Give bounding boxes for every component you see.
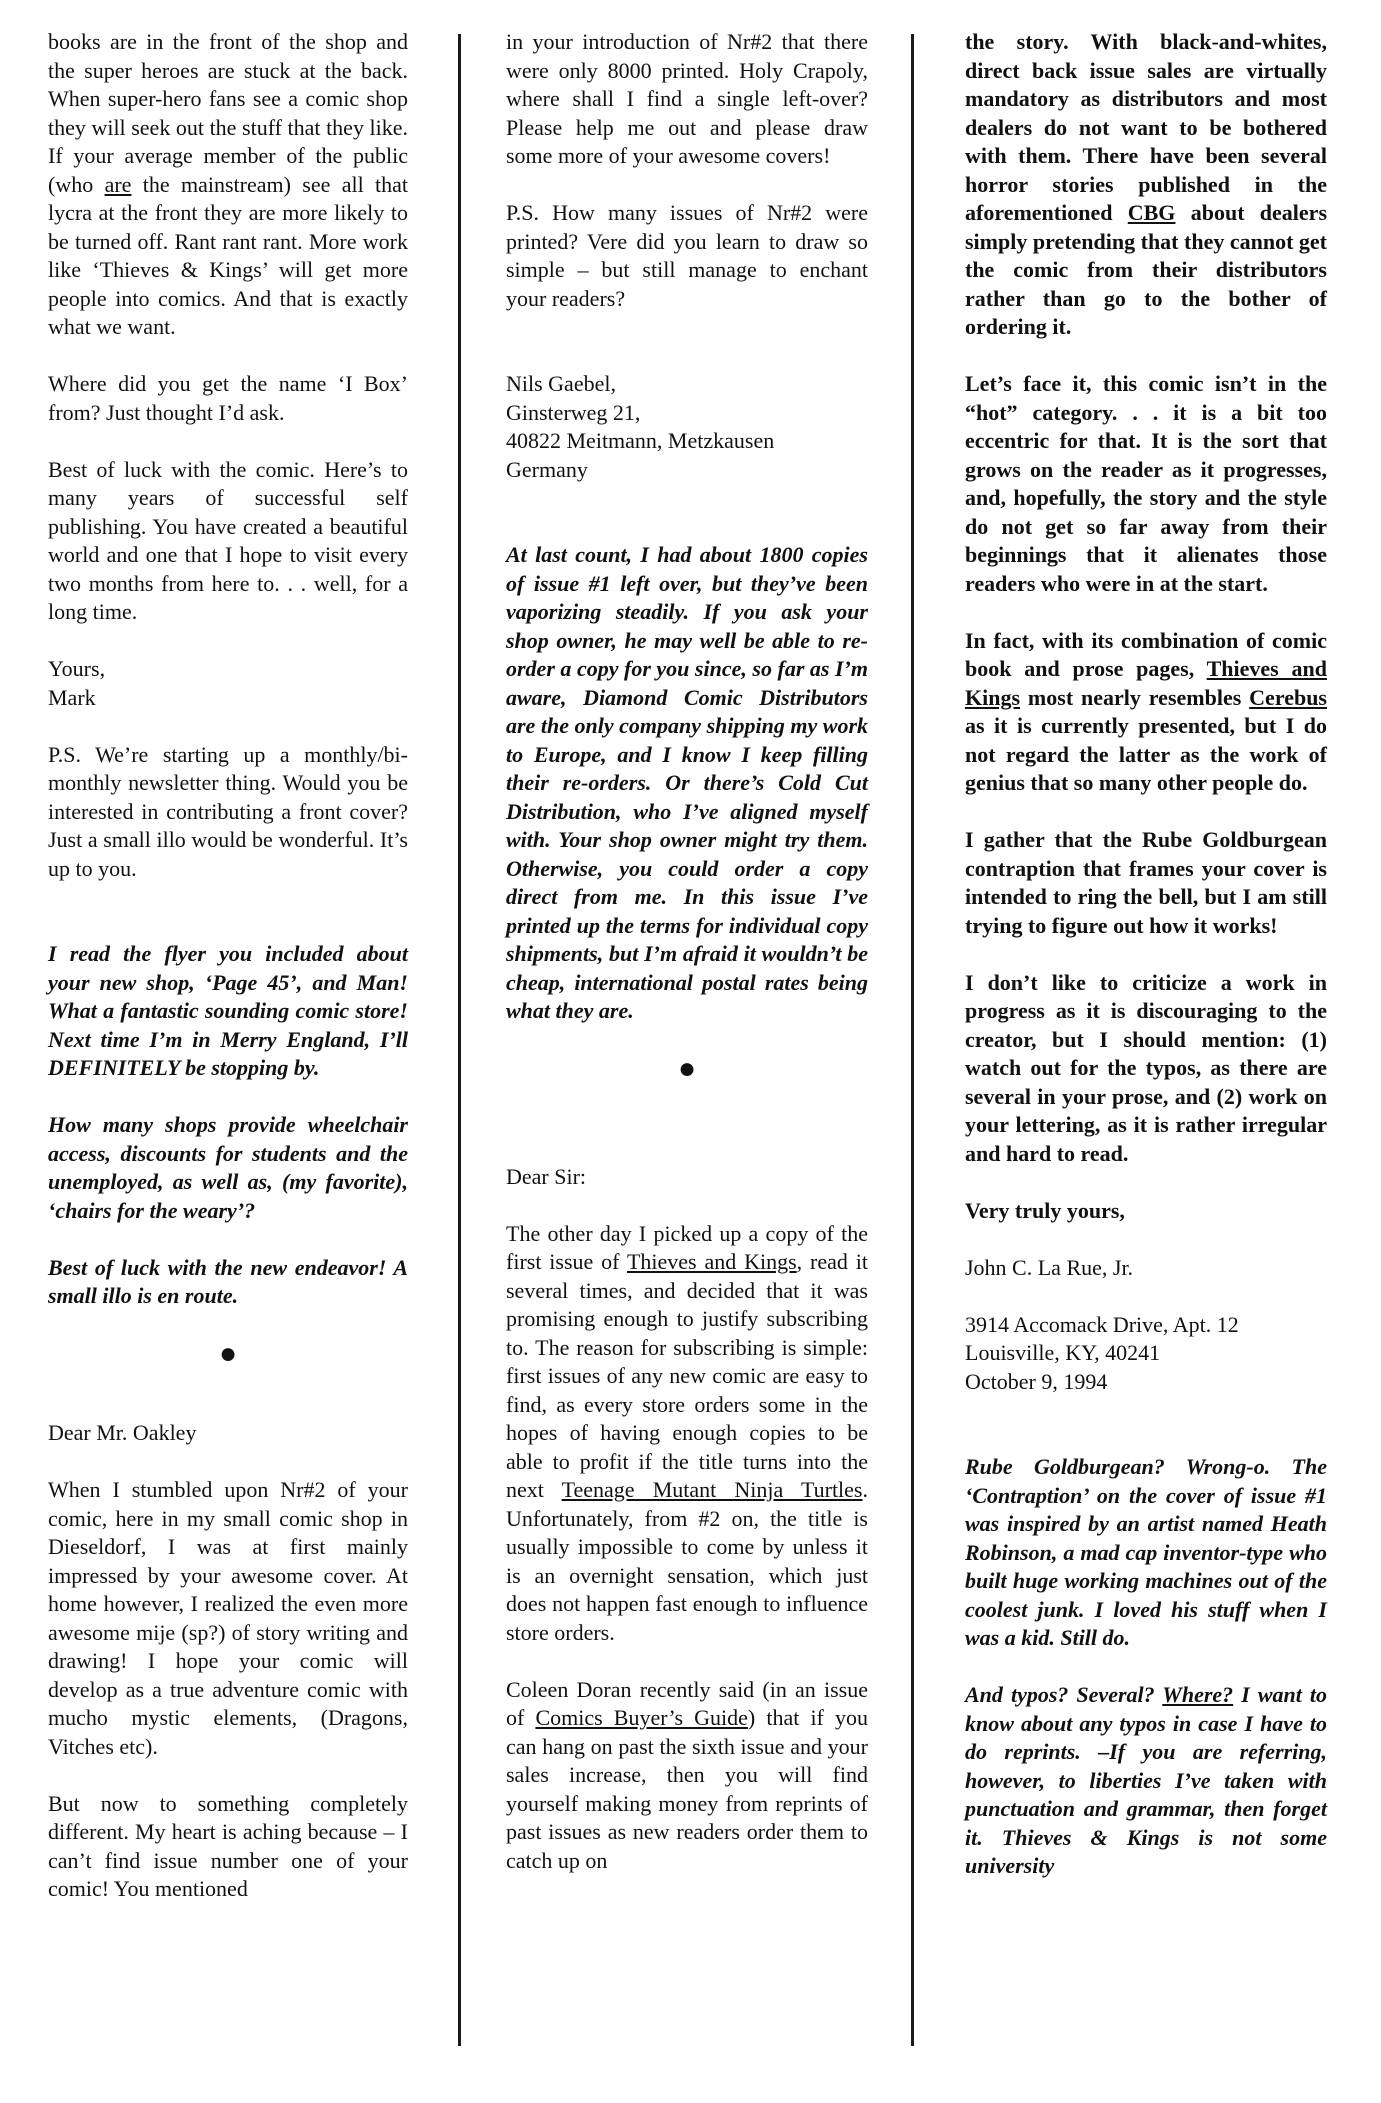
column-divider <box>911 34 914 2046</box>
letter-salutation: Dear Sir: <box>506 1163 587 1189</box>
column-right <box>965 28 1327 1909</box>
spacer <box>48 912 408 941</box>
letter-signature: John C. La Rue, Jr. <box>965 1254 1134 1280</box>
spacer <box>506 342 868 371</box>
editor-reply: At last count, I had about 1800 copies of issue #1 left over, but they’ve been vaporizing steadily. If you ask your shop owner, he may well be able to re-order a copy for you since, so far as I’m aware, Diamond Comic Distributors are the only company shipping my work to Europe, and I know I keep filling their re-orders. Or there’s Cold Cut Distribution, who I’ve aligned myself with. Your shop owner might try them. Otherwise, you could order a copy direct from me. In this issue I’ve printed up the terms for individual copy shipments, but I’m afraid it wouldn’t be cheap, international postal rates being what they are. <box>506 542 868 1023</box>
letter-paragraph: Best of luck with the comic. Here’s to many years of successful self publishing. You have created a beautiful world and one that I hope to visit every two months from here to. . . well, for a long time. <box>48 456 408 624</box>
sender-address: Nils Gaebel, Ginsterweg 21, 40822 Meitmann, Metzkausen Germany <box>506 371 775 482</box>
letter-paragraph: books are in the front of the shop and the super heroes are stuck at the back. When super-hero fans see a comic shop they will seek out the stuff that they like. If your average member of the public (who are the mainstream) see all that lycra at the front they are more likely to be turned off. Rant rant rant. More work like ‘Thieves & Kings’ will get more people into comics. And that is exactly what we want. <box>48 29 409 339</box>
section-bullet: ● <box>218 1337 238 1370</box>
letter-postscript: P.S. How many issues of Nr#2 were printed? Vere did you learn to draw so simple – but still manage to enchant your readers? <box>506 200 868 311</box>
letter-paragraph: I don’t like to criticize a work in progress as it is discouraging to the creator, but I should mention: (1) watch out for the typos, as there are several in your prose, and (2) work on your lettering, as it is rather irregular and hard to read. <box>965 969 1327 1166</box>
editor-reply: How many shops provide wheelchair access, discounts for students and the unemployed, as well as, (my favorite), ‘chairs for the weary’? <box>48 1112 408 1223</box>
editor-reply: Rube Goldburgean? Wrong-o. The ‘Contraption’ on the cover of issue #1 was inspired by an artist named Heath Robinson, a mad cap inventor-type who built huge working machines out of the coolest junk. I loved his stuff when I was a kid. Still do. <box>965 1454 1327 1650</box>
letter-paragraph: When I stumbled upon Nr#2 of your comic, here in my small comic shop in Dieseldorf, I was at first mainly impressed by your awesome cover. At home however, I realized the even more awesome mije (sp?) of story writing and drawing! I hope your comic will develop as a true adventure comic with mucho mystic elements, (Dragons, Vitches etc). <box>48 1477 408 1759</box>
editor-reply: And typos? Several? Where? I want to know about any typos in case I have to do reprints. –If you are referring, however, to liberties I’ve taken with punctuation and grammar, then forget it. Thieves & Kings is not some university <box>965 1682 1327 1878</box>
column-left <box>48 28 408 1932</box>
letter-paragraph: But now to something completely different. My heart is aching because – I can’t find issue number one of your comic! You mentioned <box>48 1790 408 1901</box>
letter-paragraph: The other day I picked up a copy of the first issue of Thieves and Kings, read it several times, and decided that it was promising enough to justify subscribing to. The reason for subscribing is simple: first issues of any new comic are easy to find, as every store orders some in the hopes of having enough copies to be able to profit if the title turns into the next Teenage Mutant Ninja Turtles. Unfortunately, from #2 on, the title is usually impossible to come by unless it is an overnight sensation, which just does not happen fast enough to influence store orders. <box>506 1220 868 1645</box>
letter-paragraph: In fact, with its combination of comic book and prose pages, Thieves and Kings most nearly resembles Cerebus as it is currently presented, but I do not regard the latter as the work of genius that so many other people do. <box>965 627 1327 795</box>
column-middle <box>506 28 868 1904</box>
letter-salutation: Dear Mr. Oakley <box>48 1420 197 1445</box>
spacer <box>965 1425 1327 1454</box>
letter-closing: Very truly yours, <box>965 1197 1125 1223</box>
letter-closing: Yours, <box>48 656 106 681</box>
letter-signature: Mark <box>48 684 96 710</box>
spacer <box>506 1134 868 1163</box>
editor-reply: Best of luck with the new endeavor! A small illo is en route. <box>48 1254 408 1308</box>
letter-postscript: P.S. We’re starting up a monthly/bi-monthly newsletter thing. Would you be interested in contributing a front cover? Just a small illo would be wonderful. It’s up to you. <box>48 741 408 881</box>
column-divider <box>458 34 461 2046</box>
letter-paragraph: Coleen Doran recently said (in an issue of Comics Buyer’s Guide) that if you can hang on past the sixth issue and your sales increase, then you will find yourself making money from reprints of past issues as new readers order them to catch up on <box>506 1676 868 1873</box>
letter-paragraph: the story. With black-and-whites, direct back issue sales are virtually mandatory as distributors and most dealers do not want to be bothered with them. There have been several horror stories published in the aforementioned CBG about dealers simply pretending that they cannot get the comic from their distributors rather than go to the bother of ordering it. <box>965 29 1327 339</box>
letter-paragraph: Where did you get the name ‘I Box’ from? Just thought I’d ask. <box>48 371 408 425</box>
section-bullet: ● <box>677 1052 697 1085</box>
letter-paragraph: Let’s face it, this comic isn’t in the “hot” category. . . it is a bit too eccentric for that. It is the sort that grows on the reader as it progresses, and, hopefully, the story and the style do not get so far away from their beginnings that it alienates those readers who were in at the start. <box>965 371 1327 596</box>
sender-address: 3914 Accomack Drive, Apt. 12 Louisville, KY, 40241 October 9, 1994 <box>965 1311 1239 1394</box>
letter-paragraph: in your introduction of Nr#2 that there were only 8000 printed. Holy Crapoly, where shall I find a single left-over? Please help me out and please draw some more of your awesome covers! <box>506 29 868 168</box>
spacer <box>506 513 868 542</box>
letter-paragraph: I gather that the Rube Goldburgean contraption that frames your cover is intended to ring the bell, but I am still trying to figure out how it works! <box>965 827 1327 938</box>
editor-reply: I read the flyer you included about your new shop, ‘Page 45’, and Man! What a fantastic sounding comic store! Next time I’m in Merry England, I’ll DEFINITELY be stopping by. <box>48 941 408 1080</box>
